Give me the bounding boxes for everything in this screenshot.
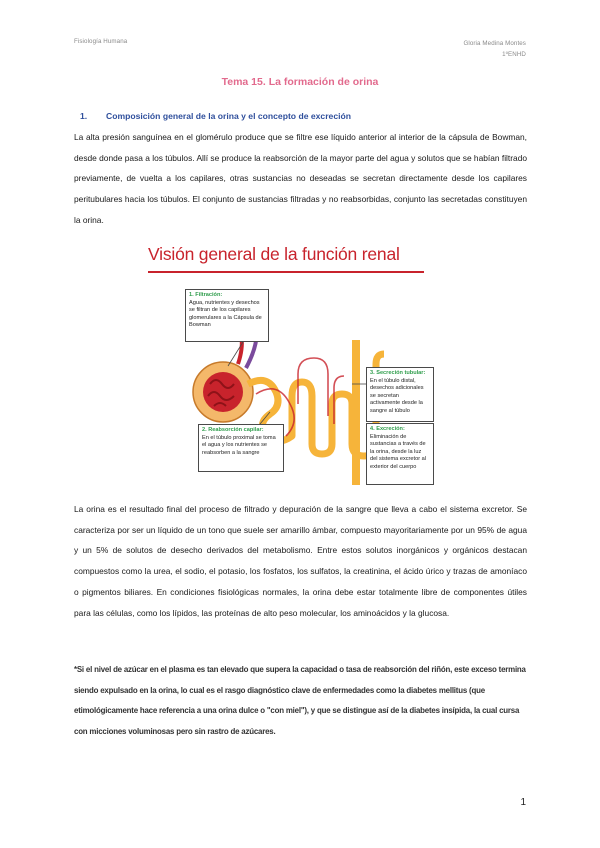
callout-reabsorption [198, 424, 284, 472]
header-right [463, 38, 526, 60]
paragraph-2: La orina es el resultado final del proceso de filtrado y depuración de la sangre que lleva a cabo el sistema excretor. Se caracteriza por ser un líquido de un tono que suele ser amarillo ámbar, compuesto mayoritariamente por un 95% de agua y un 5% de solutos de desecho derivados del metabolismo. Entre estos solutos inorgánicos y orgánicos destacan compuestos como la urea, el sodio, el potasio, los fosfatos, los sulfatos, la creatinina, el ácido úrico y trazas de amoníaco o pigmentos biliares. En condiciones fisiológicas normales, la orina debe estar totalmente libre de componentes útiles para las células, como los lípidos, las proteínas de alto peso molecular, los aminoácidos y la glucosa. [74, 504, 527, 618]
callout-filtration-text: Agua, nutrientes y desechos se filtran de los capilares glomerulares a la Cápsula de Bowman [189, 299, 262, 329]
header-course: 1ºENHD [502, 51, 526, 58]
page-number: 1 [520, 797, 526, 808]
glomerulus [203, 372, 243, 412]
callout-excretion-text: Eliminación de sustancias a través de la orina, desde la luz del sistema excretor al exterior del cuerpo [370, 433, 426, 470]
callout-secretion [366, 367, 434, 422]
callout-reabsorption-title: 2. Reabsorción capilar: [202, 427, 264, 433]
callout-secretion-title: 3. Secreción tubular: [370, 370, 426, 376]
renal-function-figure [148, 244, 432, 490]
section-number: 1. [80, 111, 88, 121]
section-heading [80, 111, 351, 121]
page-title: Tema 15. La formación de orina [221, 76, 379, 88]
callout-filtration-title: 1. Filtración: [189, 292, 223, 298]
callout-secretion-text: En el túbulo distal, desechos adicionales se secretan activamente desde la sangre al túbulo [370, 377, 424, 414]
callout-excretion [366, 423, 434, 485]
figure-title: Visión general de la función renal [148, 244, 400, 264]
callout-reabsorption-text: En el túbulo proximal se toma el agua y los nutrientes se reabsorben a la sangre [202, 434, 276, 456]
section-title: Composición general de la orina y el concepto de excreción [106, 111, 351, 121]
footnote: *Si el nivel de azúcar en el plasma es tan elevado que supera la capacidad o tasa de reabsorción del riñón, este exceso termina siendo expulsado en la orina, lo cual es el rasgo diagnóstico clave de enfermedades como la diabetes mellitus (que etimológicamente hace referencia a una orina dulce o "con miel"), y que se distingue así de la diabetes insípida, la cual cursa con micciones voluminosas pero sin rastro de azúcares. [74, 665, 526, 736]
header-author: Gloria Medina Montes [463, 40, 526, 47]
callout-excretion-title: 4. Excreción: [370, 426, 405, 432]
header-left: Fisiología Humana [74, 38, 128, 45]
paragraph-1: La alta presión sanguínea en el glomérulo produce que se filtre ese líquido anterior al interior de la cápsula de Bowman, desde donde pasa a los túbulos. Allí se produce la reabsorción de la mayor parte del agua y solutos que se habían filtrado previamente, de vuelta a los capilares, otras sustancias no deseadas se secretan directamente desde los capilares peritubulares hacia los túbulos. El conjunto de sustancias filtradas y no reabsorbidas, conjunto las secretadas constituyen la orina. [74, 132, 528, 225]
callout-filtration [185, 289, 269, 342]
